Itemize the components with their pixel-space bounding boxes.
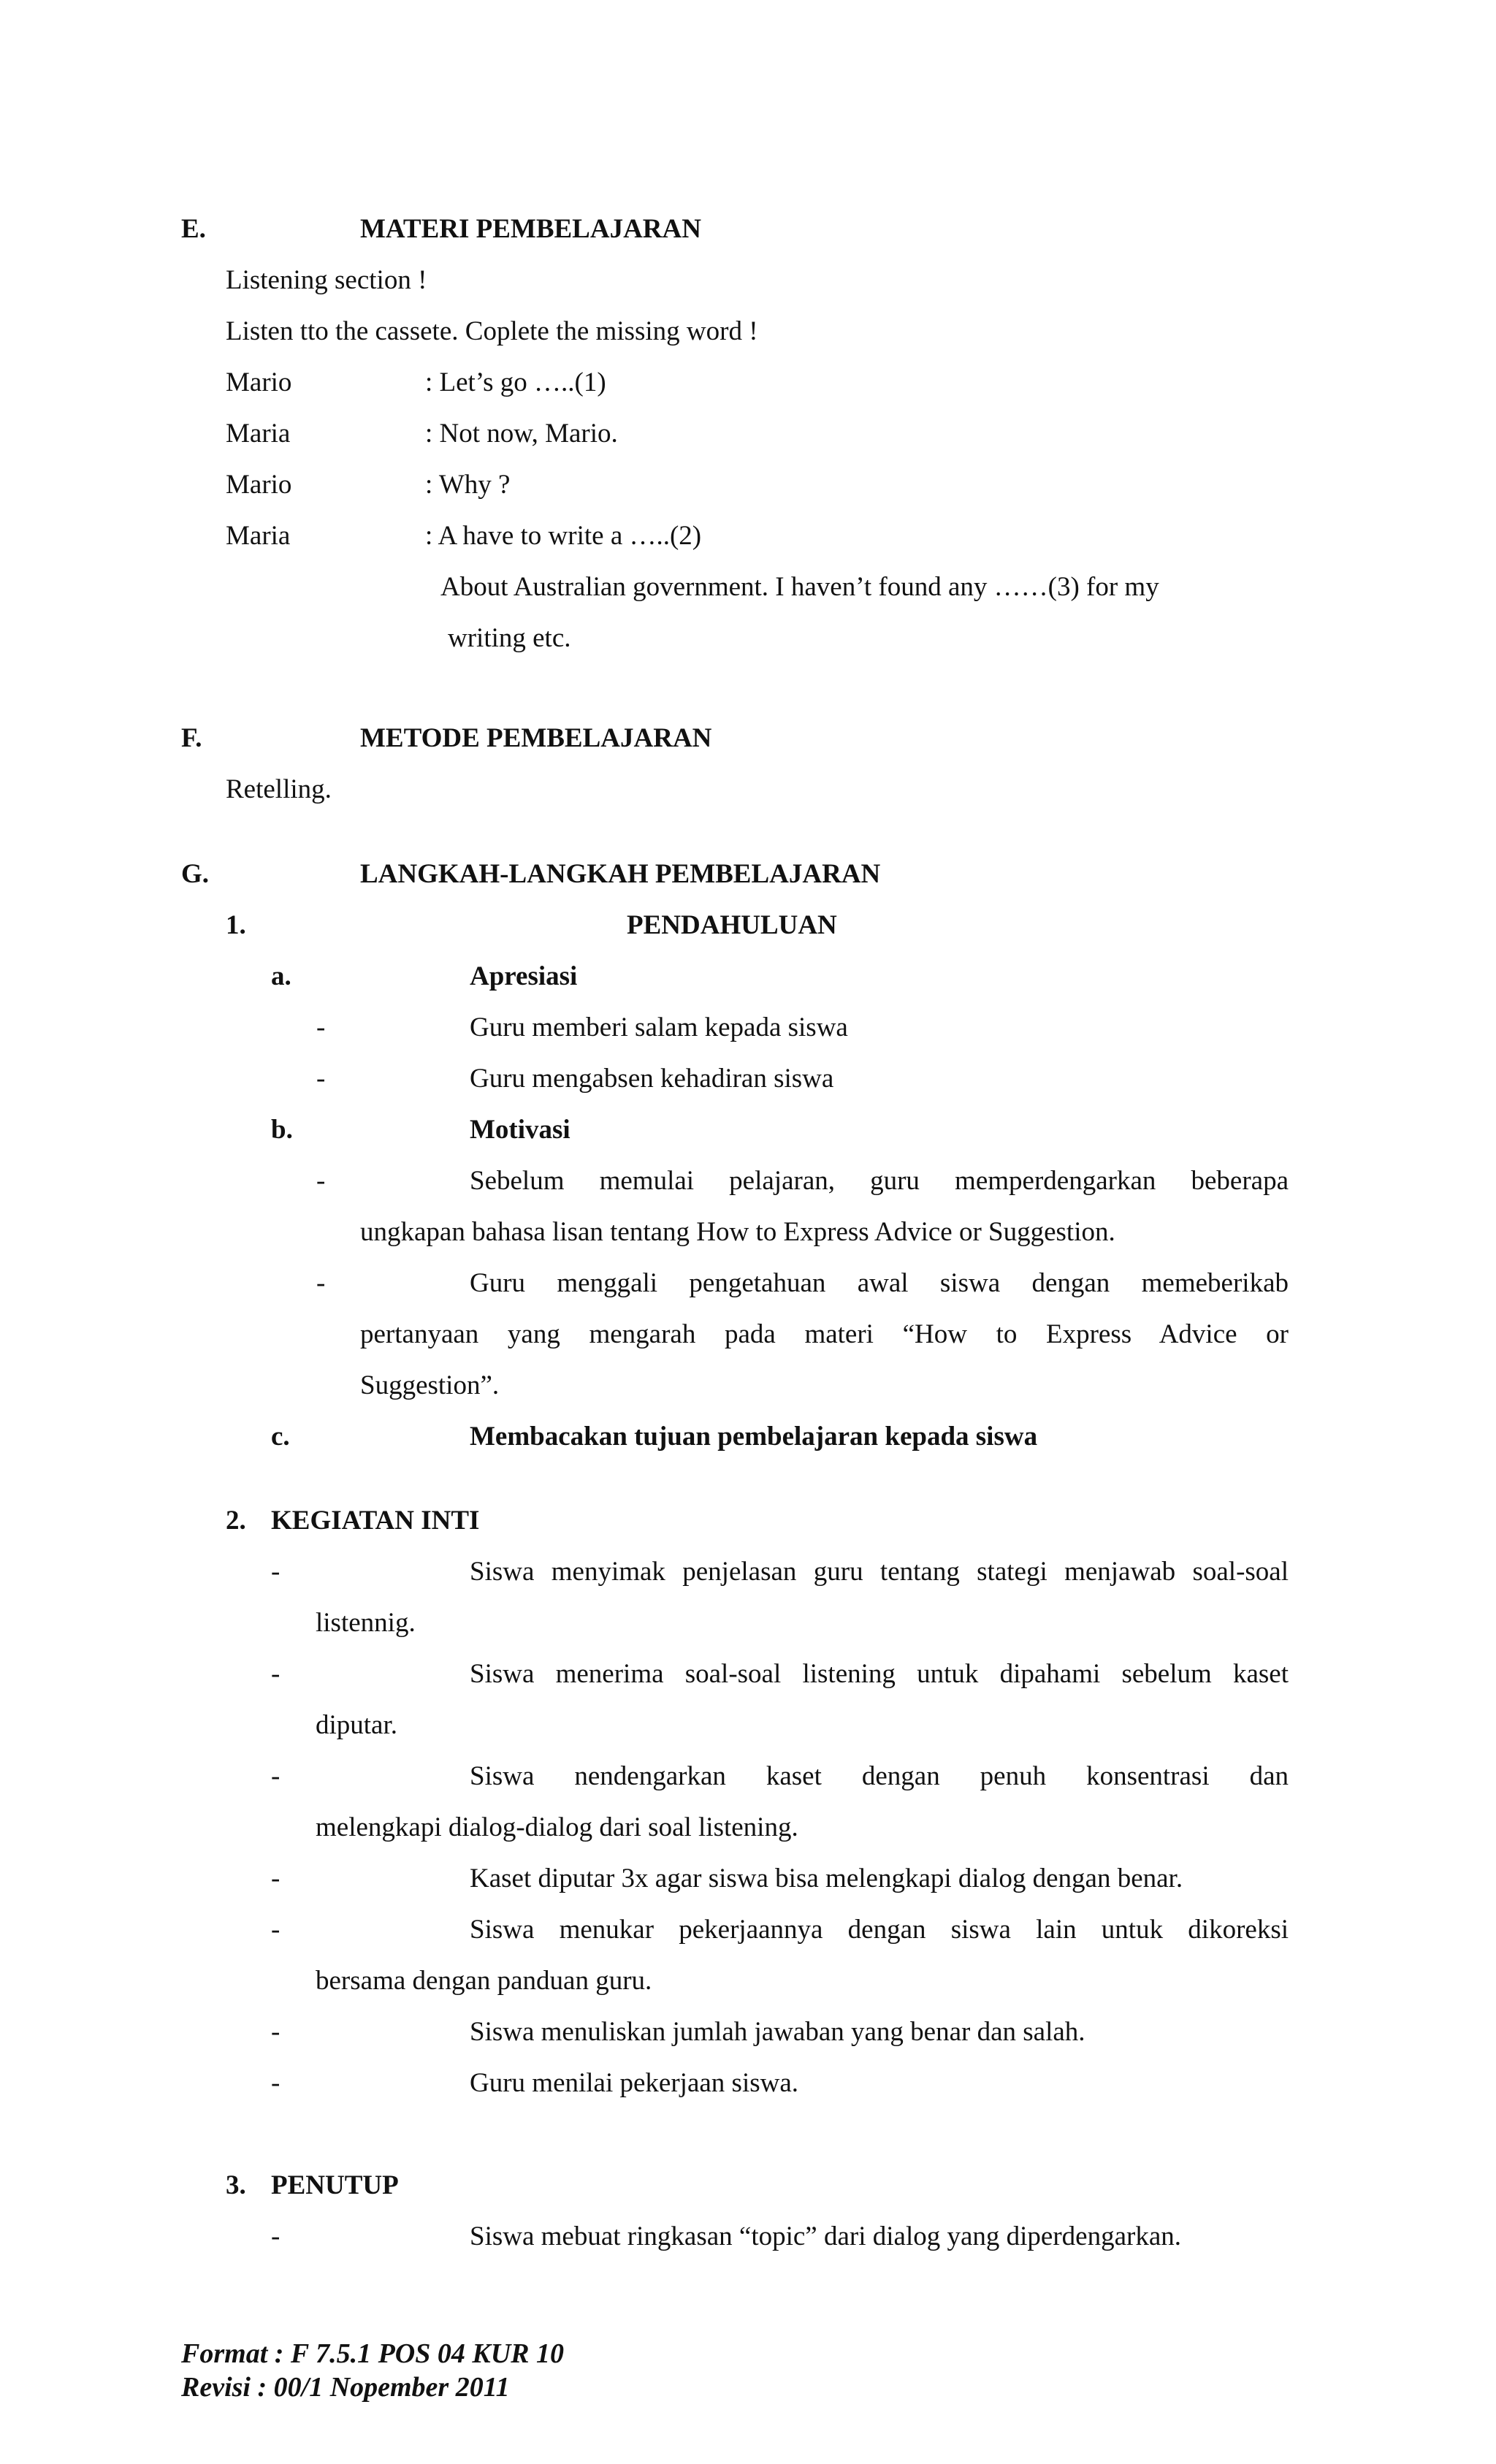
part1-title: PENDAHULUAN (627, 910, 837, 940)
section-e-letter: E. (181, 214, 206, 244)
bullet: - (271, 1557, 280, 1587)
list-item: Siswa menukar pekerjaannya dengan siswa lain untuk dikoreksi (470, 1915, 1289, 1945)
list-item: Guru memberi salam kepada siswa (470, 1012, 848, 1042)
dialog-line: : Why ? (425, 470, 511, 500)
dialog-continuation: About Australian government. I haven’t found any ……(3) for my (440, 572, 1159, 602)
bullet: - (271, 1915, 280, 1945)
bullet: - (271, 1659, 280, 1689)
bullet: - (271, 1761, 280, 1791)
list-item: Guru menggali pengetahuan awal siswa dengan memeberikab (470, 1268, 1289, 1298)
list-item-continuation: melengkapi dialog-dialog dari soal listening. (316, 1812, 798, 1842)
sub-a-title: Apresiasi (470, 961, 578, 991)
section-e-title: MATERI PEMBELAJARAN (360, 214, 701, 244)
method-text: Retelling. (226, 774, 332, 804)
bullet: - (316, 1166, 326, 1196)
list-item-continuation: ungkapan bahasa lisan tentang How to Express Advice or Suggestion. (360, 1217, 1115, 1247)
part1-number: 1. (226, 910, 246, 940)
bullet: - (271, 2221, 280, 2251)
dialog-line: : Let’s go …..(1) (425, 367, 606, 397)
list-item: Siswa menuliskan jumlah jawaban yang benar dan salah. (470, 2017, 1085, 2047)
dialog-speaker: Mario (226, 470, 292, 500)
sub-b-title: Motivasi (470, 1115, 570, 1145)
footer-format: Format : F 7.5.1 POS 04 KUR 10 (181, 2338, 564, 2369)
list-item-continuation: listennig. (316, 1608, 416, 1638)
listening-intro: Listening section ! (226, 265, 427, 295)
bullet: - (316, 1268, 326, 1298)
bullet: - (271, 1864, 280, 1893)
dialog-line: : A have to write a …..(2) (425, 521, 702, 551)
footer-revisi: Revisi : 00/1 Nopember 2011 (181, 2372, 510, 2403)
section-g-title: LANGKAH-LANGKAH PEMBELAJARAN (360, 859, 881, 889)
part3-title: PENUTUP (271, 2170, 399, 2200)
section-g-letter: G. (181, 859, 210, 889)
list-item: Siswa menerima soal-soal listening untuk dipahami sebelum kaset (470, 1659, 1289, 1689)
dialog-continuation: writing etc. (448, 623, 571, 653)
list-item-continuation: diputar. (316, 1710, 398, 1740)
part3-number: 3. (226, 2170, 246, 2200)
dialog-speaker: Maria (226, 521, 291, 551)
list-item: Siswa mebuat ringkasan “topic” dari dialog yang diperdengarkan. (470, 2221, 1182, 2251)
sub-b-label: b. (271, 1115, 293, 1145)
part2-title: KEGIATAN INTI (271, 1506, 480, 1536)
part2-number: 2. (226, 1506, 246, 1536)
sub-c-title: Membacakan tujuan pembelajaran kepada siswa (470, 1422, 1038, 1452)
section-f-title: METODE PEMBELAJARAN (360, 723, 712, 753)
list-item: Sebelum memulai pelajaran, guru memperdengarkan beberapa (470, 1166, 1289, 1196)
bullet: - (316, 1064, 326, 1094)
sub-a-label: a. (271, 961, 291, 991)
bullet: - (316, 1012, 326, 1042)
bullet: - (271, 2068, 280, 2098)
dialog-speaker: Mario (226, 367, 292, 397)
list-item: Siswa nendengarkan kaset dengan penuh konsentrasi dan (470, 1761, 1289, 1791)
bullet: - (271, 2017, 280, 2047)
sub-c-label: c. (271, 1422, 290, 1452)
section-f-letter: F. (181, 723, 202, 753)
list-item-continuation: pertanyaan yang mengarah pada materi “How to Express Advice or (360, 1319, 1289, 1349)
list-item: Guru mengabsen kehadiran siswa (470, 1064, 834, 1094)
list-item: Kaset diputar 3x agar siswa bisa melengkapi dialog dengan benar. (470, 1864, 1183, 1893)
list-item: Siswa menyimak penjelasan guru tentang stategi menjawab soal-soal (470, 1557, 1289, 1587)
list-item: Guru menilai pekerjaan siswa. (470, 2068, 799, 2098)
list-item-continuation: Suggestion”. (360, 1370, 500, 1400)
listening-instruction: Listen tto the cassete. Coplete the missing word ! (226, 316, 758, 346)
dialog-line: : Not now, Mario. (425, 419, 618, 449)
dialog-speaker: Maria (226, 419, 291, 449)
list-item-continuation: bersama dengan panduan guru. (316, 1966, 652, 1996)
